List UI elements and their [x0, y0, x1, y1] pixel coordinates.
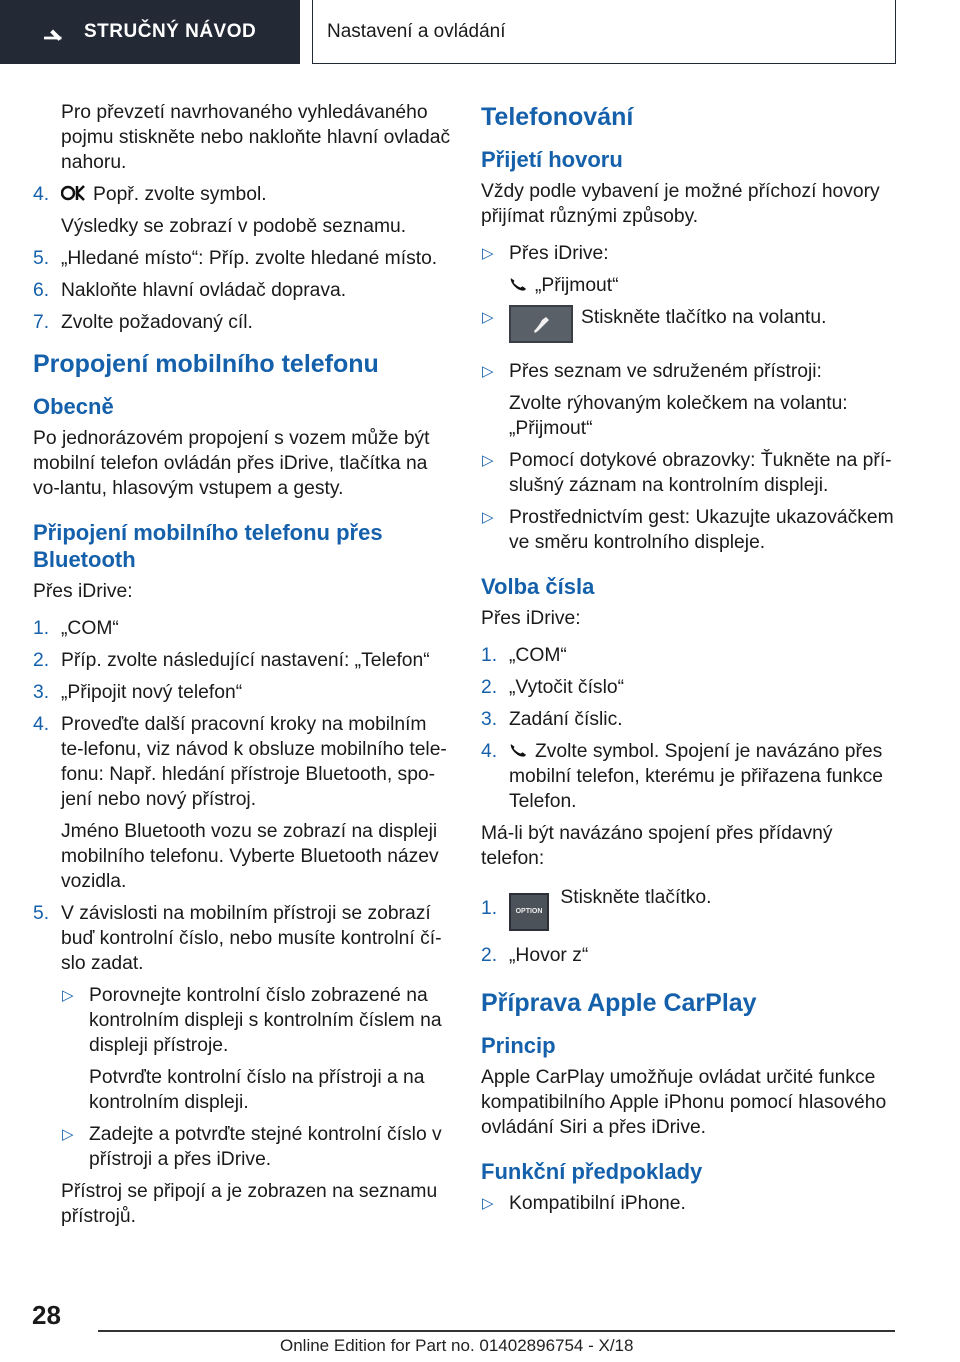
step-number: 2.: [481, 677, 498, 698]
heading-principle: Princip: [481, 1033, 556, 1058]
list-item: [481, 707, 901, 732]
bullet-text: Stiskněte tlačítko na volantu.: [581, 307, 827, 328]
option-button-icon: OPTION: [509, 893, 549, 931]
list-item: [481, 885, 901, 931]
accept-text: Vždy podle vybavení je možné příchozí hovory přijímat různými způsoby.: [481, 181, 880, 227]
step-number: 4.: [33, 184, 50, 205]
step-subtext: Jméno Bluetooth vozu se zobrazí na displeji mobilního telefonu. Vyberte Bluetooth název vozidla.: [61, 821, 439, 892]
step-number: 1.: [33, 618, 50, 639]
step-number: 4.: [33, 714, 50, 735]
list-item: [33, 648, 453, 673]
step-text: Příp. zvolte následující nastavení: „Telefon“: [61, 650, 430, 671]
principle-text: Apple CarPlay umožňuje ovládat určité funkce kompatibilního Apple iPhonu pomocí hlasového ovládání Siri a přes iDrive.: [481, 1067, 887, 1138]
bluetooth-outro: Přístroj se připojí a je zobrazen na seznamu přístrojů.: [61, 1181, 438, 1227]
list-item: [33, 712, 453, 894]
list-item: [33, 616, 453, 641]
step-text: „COM“: [61, 618, 119, 639]
bullet-item: [481, 241, 901, 298]
bullet-item: [61, 983, 453, 1115]
bullet-text: Zadejte a potvrďte stejné kontrolní číslo v přístroji a přes iDrive.: [89, 1124, 442, 1170]
step-number: 2.: [481, 945, 498, 966]
phone-icon: [509, 275, 527, 293]
steering-phone-button-icon: [509, 305, 573, 343]
list-item: [33, 278, 453, 303]
step-text: Proveďte další pracovní kroky na mobilním te-lefonu, viz návod k obsluze mobilního tele-fonu: Např. hledání přístroje Bluetooth, spo-jení nebo nový přístroj.: [61, 714, 447, 810]
list-item: [33, 310, 453, 335]
bullet-text: Porovnejte kontrolní číslo zobrazené na kontrolním displeji s kontrolním číslem na displeji přístroje.: [89, 985, 442, 1056]
step-text: Popř. zvolte symbol.: [93, 184, 267, 205]
step-number: 4.: [481, 741, 498, 762]
bullet-text: Přes iDrive:: [509, 243, 609, 264]
heading-pairing: Propojení mobilního telefonu: [33, 350, 379, 378]
step-text: Zvolte symbol. Spojení je navázáno přes mobilní telefon, kterému je přiřazena funkce Telefon.: [509, 741, 884, 812]
list-item: [33, 901, 453, 1229]
list-item: [481, 643, 901, 668]
page-header: [0, 0, 960, 66]
left-column: [33, 100, 453, 1236]
edition-text: Online Edition for Part no. 01402896754 - X/18: [280, 1336, 634, 1355]
heading-telephony: Telefonování: [481, 103, 634, 131]
general-text: Po jednorázovém propojení s vozem může být mobilní telefon ovládán přes iDrive, tlačítka na vo-lantu, hlasovým vstupem a gesty.: [33, 428, 430, 499]
list-item: [33, 246, 453, 271]
bullet-item: [481, 448, 901, 498]
heading-dial: Volba čísla: [481, 574, 595, 599]
bluetooth-steps: [33, 616, 453, 1229]
bullet-item: [481, 505, 901, 555]
step-number: 7.: [33, 312, 50, 333]
intro-text: Pro převzetí navrhovaného vyhledávaného pojmu stiskněte nebo nakloňte hlavní ovladač nahoru.: [61, 102, 451, 173]
heading-bluetooth: Připojení mobilního telefonu přes Bluetooth: [33, 520, 383, 572]
requirements-list: [481, 1191, 901, 1216]
accept-option: „Přijmout“: [535, 275, 619, 296]
bullet-subtext: Zvolte rýhovaným kolečkem na volantu: „Přijmout“: [509, 393, 848, 439]
extra-phone-text: Má-li být navázáno spojení přes přídavný telefon:: [481, 823, 833, 869]
list-item: [33, 680, 453, 705]
bullet-subtext: Potvrďte kontrolní číslo na přístroji a na kontrolním displeji.: [89, 1067, 425, 1113]
bullet-triangle-icon: ▷: [62, 1126, 74, 1143]
footer-divider: [98, 1330, 895, 1332]
phone-icon: [509, 741, 527, 759]
bullet-triangle-icon: ▷: [482, 245, 494, 262]
heading-accept-call: Přijetí hovoru: [481, 147, 623, 172]
bullet-item: [481, 1191, 901, 1216]
page-number: 28: [32, 1300, 61, 1330]
step-text: „COM“: [509, 645, 567, 666]
dial-steps: [481, 643, 901, 814]
verification-bullets: [61, 983, 453, 1172]
step-number: 6.: [33, 280, 50, 301]
step-number: 3.: [481, 709, 498, 730]
bullet-triangle-icon: ▷: [482, 509, 494, 526]
bullet-text: Přes seznam ve sdruženém přístroji:: [509, 361, 822, 382]
step-number: 1.: [481, 645, 498, 666]
step-text: V závislosti na mobilním přístroji se zobrazí buď kontrolní číslo, nebo musíte kontrolní čí-slo zadat.: [61, 903, 442, 974]
bullet-triangle-icon: ▷: [62, 987, 74, 1004]
via-idrive-text: Přes iDrive:: [481, 608, 581, 629]
bullet-item: [481, 359, 901, 441]
heading-carplay: Příprava Apple CarPlay: [481, 989, 757, 1017]
heading-requirements: Funkční předpoklady: [481, 1159, 703, 1184]
bullet-triangle-icon: ▷: [482, 309, 494, 326]
tab-label: STRUČNÝ NÁVOD: [84, 21, 257, 42]
bullet-item: [481, 305, 901, 343]
step-text: Zvolte požadovaný cíl.: [61, 312, 253, 333]
step-text: Zadání číslic.: [509, 709, 623, 730]
step-text: „Hovor z“: [509, 945, 589, 966]
via-idrive-text: Přes iDrive:: [33, 581, 133, 602]
right-column: [481, 100, 901, 1223]
step-text: „Připojit nový telefon“: [61, 682, 243, 703]
step-text: „Vytočit číslo“: [509, 677, 624, 698]
bullet-triangle-icon: ▷: [482, 363, 494, 380]
bullet-text: Kompatibilní iPhone.: [509, 1193, 686, 1214]
step-text: Stiskněte tlačítko.: [560, 887, 712, 908]
extra-phone-steps: [481, 885, 901, 968]
bullet-item: [61, 1122, 453, 1172]
bullet-triangle-icon: ▷: [482, 1195, 494, 1212]
heading-general: Obecně: [33, 394, 114, 419]
ok-icon: [61, 183, 87, 203]
search-steps: [33, 182, 453, 335]
quick-guide-tab[interactable]: [0, 0, 300, 64]
step-text: „Hledané místo“: Příp. zvolte hledané místo.: [61, 248, 438, 269]
step-number: 2.: [33, 650, 50, 671]
accept-methods: [481, 241, 901, 555]
bullet-text: Prostřednictvím gest: Ukazujte ukazováčkem ve směru kontrolního displeje.: [509, 507, 894, 553]
list-item: [481, 943, 901, 968]
list-item: [481, 739, 901, 814]
step-number: 1.: [481, 898, 498, 919]
bullet-text: Pomocí dotykové obrazovky: Ťukněte na pří-slušný záznam na kontrolním displeji.: [509, 450, 892, 496]
step-subtext: Výsledky se zobrazí v podobě seznamu.: [61, 216, 407, 237]
step-number: 5.: [33, 903, 50, 924]
bullet-triangle-icon: ▷: [482, 452, 494, 469]
step-text: Nakloňte hlavní ovládač doprava.: [61, 280, 347, 301]
bullet-subtext: [509, 273, 901, 298]
list-item: [33, 182, 453, 239]
wrench-icon: [44, 29, 62, 47]
step-number: 3.: [33, 682, 50, 703]
section-title: Nastavení a ovládání: [312, 0, 896, 64]
list-item: [481, 675, 901, 700]
step-number: 5.: [33, 248, 50, 269]
